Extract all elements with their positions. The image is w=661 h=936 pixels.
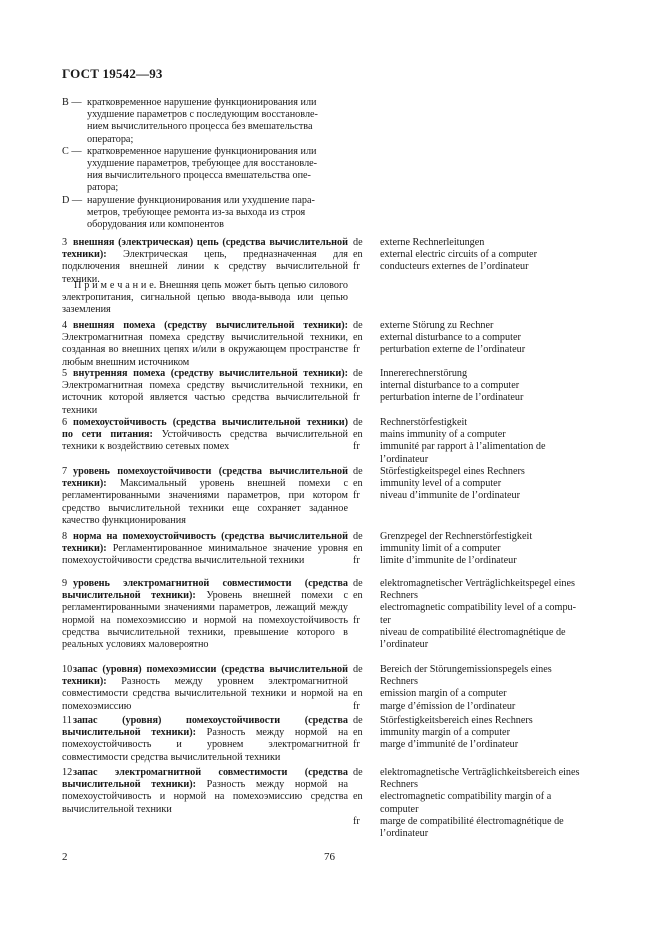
term-name: внутренняя помеха (средству вычислительной техники): [73, 368, 348, 379]
lang-code: fr [353, 614, 360, 626]
lang-code: en [353, 688, 363, 700]
term-definition: Разность между нормой на помехоустойчивость и нормой на помехоэмиссию средства вычислительной техники [62, 779, 349, 815]
lang-code: fr [353, 344, 360, 356]
term-entry-8 [62, 531, 348, 568]
lang-code: de [353, 664, 363, 675]
lang-code: de [353, 237, 363, 248]
lang-codes-4 [353, 320, 373, 357]
translations-11 [380, 715, 598, 752]
class-text-line: нием вычислительного процесса без вмешательства [87, 121, 313, 133]
translations-8 [380, 531, 598, 568]
lang-codes-12 [353, 767, 373, 828]
term-definition: Электрическая цепь, предназначенная для подключения внешней линии к средству вычислительной техники. [62, 249, 348, 285]
translation: externe Störung zu Rechner [380, 320, 494, 331]
lang-codes-7 [353, 466, 373, 503]
term-definition: Регламентированное минимальное значение уровня помехоустойчивости средства вычислительной техники [62, 543, 349, 567]
term-number: 4 [62, 320, 68, 331]
lang-codes-10 [353, 664, 373, 713]
lang-code: en [353, 332, 363, 344]
translation: immunity limit of a computer [380, 543, 501, 555]
translations-3 [380, 237, 598, 274]
term-name: уровень помехоустойчивости (средства вычислительной техники): [62, 466, 348, 490]
translations-6 [380, 417, 598, 466]
translation: niveau d’immunite de l’ordinateur [380, 490, 521, 502]
translation: Störfestigkeitsbereich eines Rechners [380, 715, 533, 726]
translation: marge d’émission de l’ordinateur [380, 700, 516, 712]
term-number: 3 [62, 237, 68, 248]
translation: Störfestigkeitspegel eines Rechners [380, 466, 525, 477]
lang-code: de [353, 531, 363, 542]
term-number: 7 [62, 466, 68, 477]
class-text-line: ухудшение параметров с последующим восстановле- [87, 109, 318, 121]
translation: l’ordinateur [380, 639, 429, 651]
translation: emission margin of a computer [380, 688, 507, 700]
term-name: помехоустойчивость (средства вычислительной техники) по сети питания: [62, 417, 348, 441]
lang-code: en [353, 590, 363, 602]
term-entry-6 [62, 417, 348, 454]
term-name: уровень электромагнитной совместимости (средства вычислительной техники): [62, 578, 348, 602]
lang-code: de [353, 578, 363, 589]
lang-code: en [353, 727, 363, 739]
translation: elektromagnetischer Verträglichkeitspegel eines [380, 578, 575, 589]
lang-code: en [353, 791, 363, 803]
translation: limite d’immunite de l’ordinateur [380, 555, 517, 567]
translation: immunity level of a computer [380, 478, 502, 490]
lang-code: fr [353, 490, 360, 502]
term-definition: Электромагнитная помеха средству вычислительной техники, источник которой является частью средства вычислительной техники [62, 380, 348, 416]
term-number: 12 [62, 767, 73, 778]
lang-code: en [353, 429, 363, 441]
translation: Innererechnerstörung [380, 368, 468, 379]
term-number: 11 [62, 715, 72, 726]
lang-code: fr [353, 739, 360, 751]
term-number: 10 [62, 664, 73, 675]
translation: Rechnerstörfestigkeit [380, 417, 468, 428]
translation: electromagnetic compatibility level of a compu- [380, 602, 577, 614]
translation: perturbation interne de l’ordinateur [380, 392, 524, 404]
translation: immunity margin of a computer [380, 727, 510, 739]
translation: ter [380, 614, 391, 626]
class-label: B — [62, 97, 82, 108]
lang-codes-6 [353, 417, 373, 454]
translations-12 [380, 767, 598, 840]
note-paragraph: П р и м е ч а н и е. Внешняя цепь может быть цепью силового электропитания, сигнальной цепью ввода-вывода или цепью заземления [62, 280, 348, 316]
term-entry-3 [62, 237, 348, 286]
translation: internal disturbance to a computer [380, 380, 520, 392]
class-text-line: ния вычислительного процесса вмешательства опе- [87, 170, 311, 182]
translation: niveau de compatibilité électromagnétique de [380, 626, 566, 638]
translation: external electric circuits of a computer [380, 249, 537, 261]
translation: l’ordinateur [380, 453, 429, 465]
page-number-center: 76 [324, 851, 335, 863]
translation: Rechners [380, 676, 418, 688]
class-text-line: оборудования или компонентов [87, 219, 224, 231]
translation: computer [380, 803, 419, 815]
lang-codes-3 [353, 237, 373, 274]
translation: l’ordinateur [380, 828, 429, 840]
term-name: норма на помехоустойчивость (средства вычислительной техники): [62, 531, 348, 555]
term-definition: Максимальный уровень внешней помехи с регламентированными значениями параметров, при котором средство вычислительной техники еще сохраняет заданное качество функционирования [62, 478, 348, 526]
lang-code: en [353, 380, 363, 392]
term-entry-11 [62, 715, 348, 764]
lang-code: de [353, 767, 363, 778]
lang-code: de [353, 368, 363, 379]
term-definition: Электромагнитная помеха средству вычислительной техники, созданная во внешних цепях и/или в окружающем пространстве любым внешним источником [62, 332, 348, 368]
term-number: 8 [62, 531, 68, 542]
translation: Rechners [380, 779, 418, 791]
term-definition: Уровень внешней помехи с регламентированными значениями параметров, лежащий между нормой на помехоэмиссию и нормой на помехоустойчивость средства вычислительной техники, превышение которого в реальных условиях маловероятно [62, 590, 348, 651]
lang-code: en [353, 543, 363, 555]
class-item-b [62, 97, 348, 146]
term-name: запас электромагнитной совместимости (средства вычислительной техники): [62, 767, 348, 791]
translation: externe Rechnerleitungen [380, 237, 485, 248]
translation: elektromagnetische Verträglichkeitsbereich eines [380, 767, 580, 778]
class-label: D — [62, 194, 83, 206]
lang-codes-5 [353, 368, 373, 405]
lang-code: fr [353, 555, 360, 567]
term-name: внешняя (электрическая) цепь (средства вычислительной техники): [62, 237, 348, 261]
translation: perturbation externe de l’ordinateur [380, 344, 526, 356]
translation: Grenzpegel der Rechnerstörfestigkeit [380, 531, 533, 542]
term-entry-10 [62, 664, 348, 713]
lang-code: de [353, 466, 363, 477]
class-label: C — [62, 145, 82, 157]
class-text-line: метров, требующее ремонта из-за выхода из строя [87, 206, 306, 218]
translation: Bereich der Störungemissionspegels eines [380, 664, 552, 675]
lang-code: fr [353, 441, 360, 453]
translations-5 [380, 368, 598, 405]
class-list [62, 97, 348, 231]
lang-code: fr [353, 815, 360, 827]
term-definition: Разность между уровнем электромагнитной совместимости средства вычислительной техники и нормой на помехоэмиссию [62, 676, 349, 712]
lang-code: de [353, 320, 363, 331]
lang-code: de [353, 715, 363, 726]
translation: electromagnetic compatibility margin of a [380, 791, 552, 803]
term-number: 5 [62, 368, 68, 379]
lang-code: fr [353, 261, 360, 273]
translation: marge de compatibilité électromagnétique de [380, 815, 564, 827]
class-text-line: ратора; [87, 182, 119, 194]
lang-codes-9 [353, 578, 373, 627]
translations-9 [380, 578, 598, 651]
term-entry-5 [62, 368, 348, 417]
term-name: запас (уровня) помехоустойчивости (средства вычислительной техники): [62, 715, 348, 739]
translation: mains immunity of a computer [380, 429, 506, 441]
class-text-line: нарушение функционирования или ухудшение пара- [87, 194, 315, 206]
translation: conducteurs externes de l’ordinateur [380, 261, 529, 273]
translation: external disturbance to a computer [380, 332, 521, 344]
translation: immunité par rapport à l’alimentation de [380, 441, 546, 453]
class-item-c [62, 146, 348, 195]
class-text-line: ухудшение параметров, требующее для восстановле- [87, 158, 318, 170]
lang-code: en [353, 249, 363, 261]
translations-7 [380, 466, 598, 503]
term-entry-9 [62, 578, 348, 651]
class-item-d [62, 195, 348, 232]
term-definition: Устойчивость средства вычислительной техники к воздействию сетевых помех [62, 429, 348, 453]
term-name: внешняя помеха (средству вычислительной техники): [73, 320, 348, 331]
term-number: 6 [62, 417, 68, 428]
translation: marge d’immunité de l’ordinateur [380, 739, 519, 751]
document-header: ГОСТ 19542—93 [62, 66, 163, 81]
class-text-line: кратковременное нарушение функционирования или [87, 145, 317, 157]
term-entry-4 [62, 320, 348, 369]
class-text-line: кратковременное нарушение функционирования или [87, 97, 317, 108]
class-text-line: оператора; [87, 133, 134, 145]
page-number-left: 2 [62, 851, 68, 863]
lang-code: fr [353, 392, 360, 404]
lang-codes-8 [353, 531, 373, 568]
lang-code: fr [353, 700, 360, 712]
term-entry-7 [62, 466, 348, 527]
translation: Rechners [380, 590, 418, 602]
term-name: запас (уровня) помехоэмиссии (средства вычислительной техники): [62, 664, 348, 688]
term-number: 9 [62, 578, 68, 589]
lang-code: en [353, 478, 363, 490]
translations-4 [380, 320, 598, 357]
term-entry-12 [62, 767, 348, 816]
term-definition: Разность между нормой на помехоустойчивость и уровнем электромагнитной совместимости средства вычислительной техники [62, 727, 349, 763]
lang-code: de [353, 417, 363, 428]
translations-10 [380, 664, 598, 713]
lang-codes-11 [353, 715, 373, 752]
